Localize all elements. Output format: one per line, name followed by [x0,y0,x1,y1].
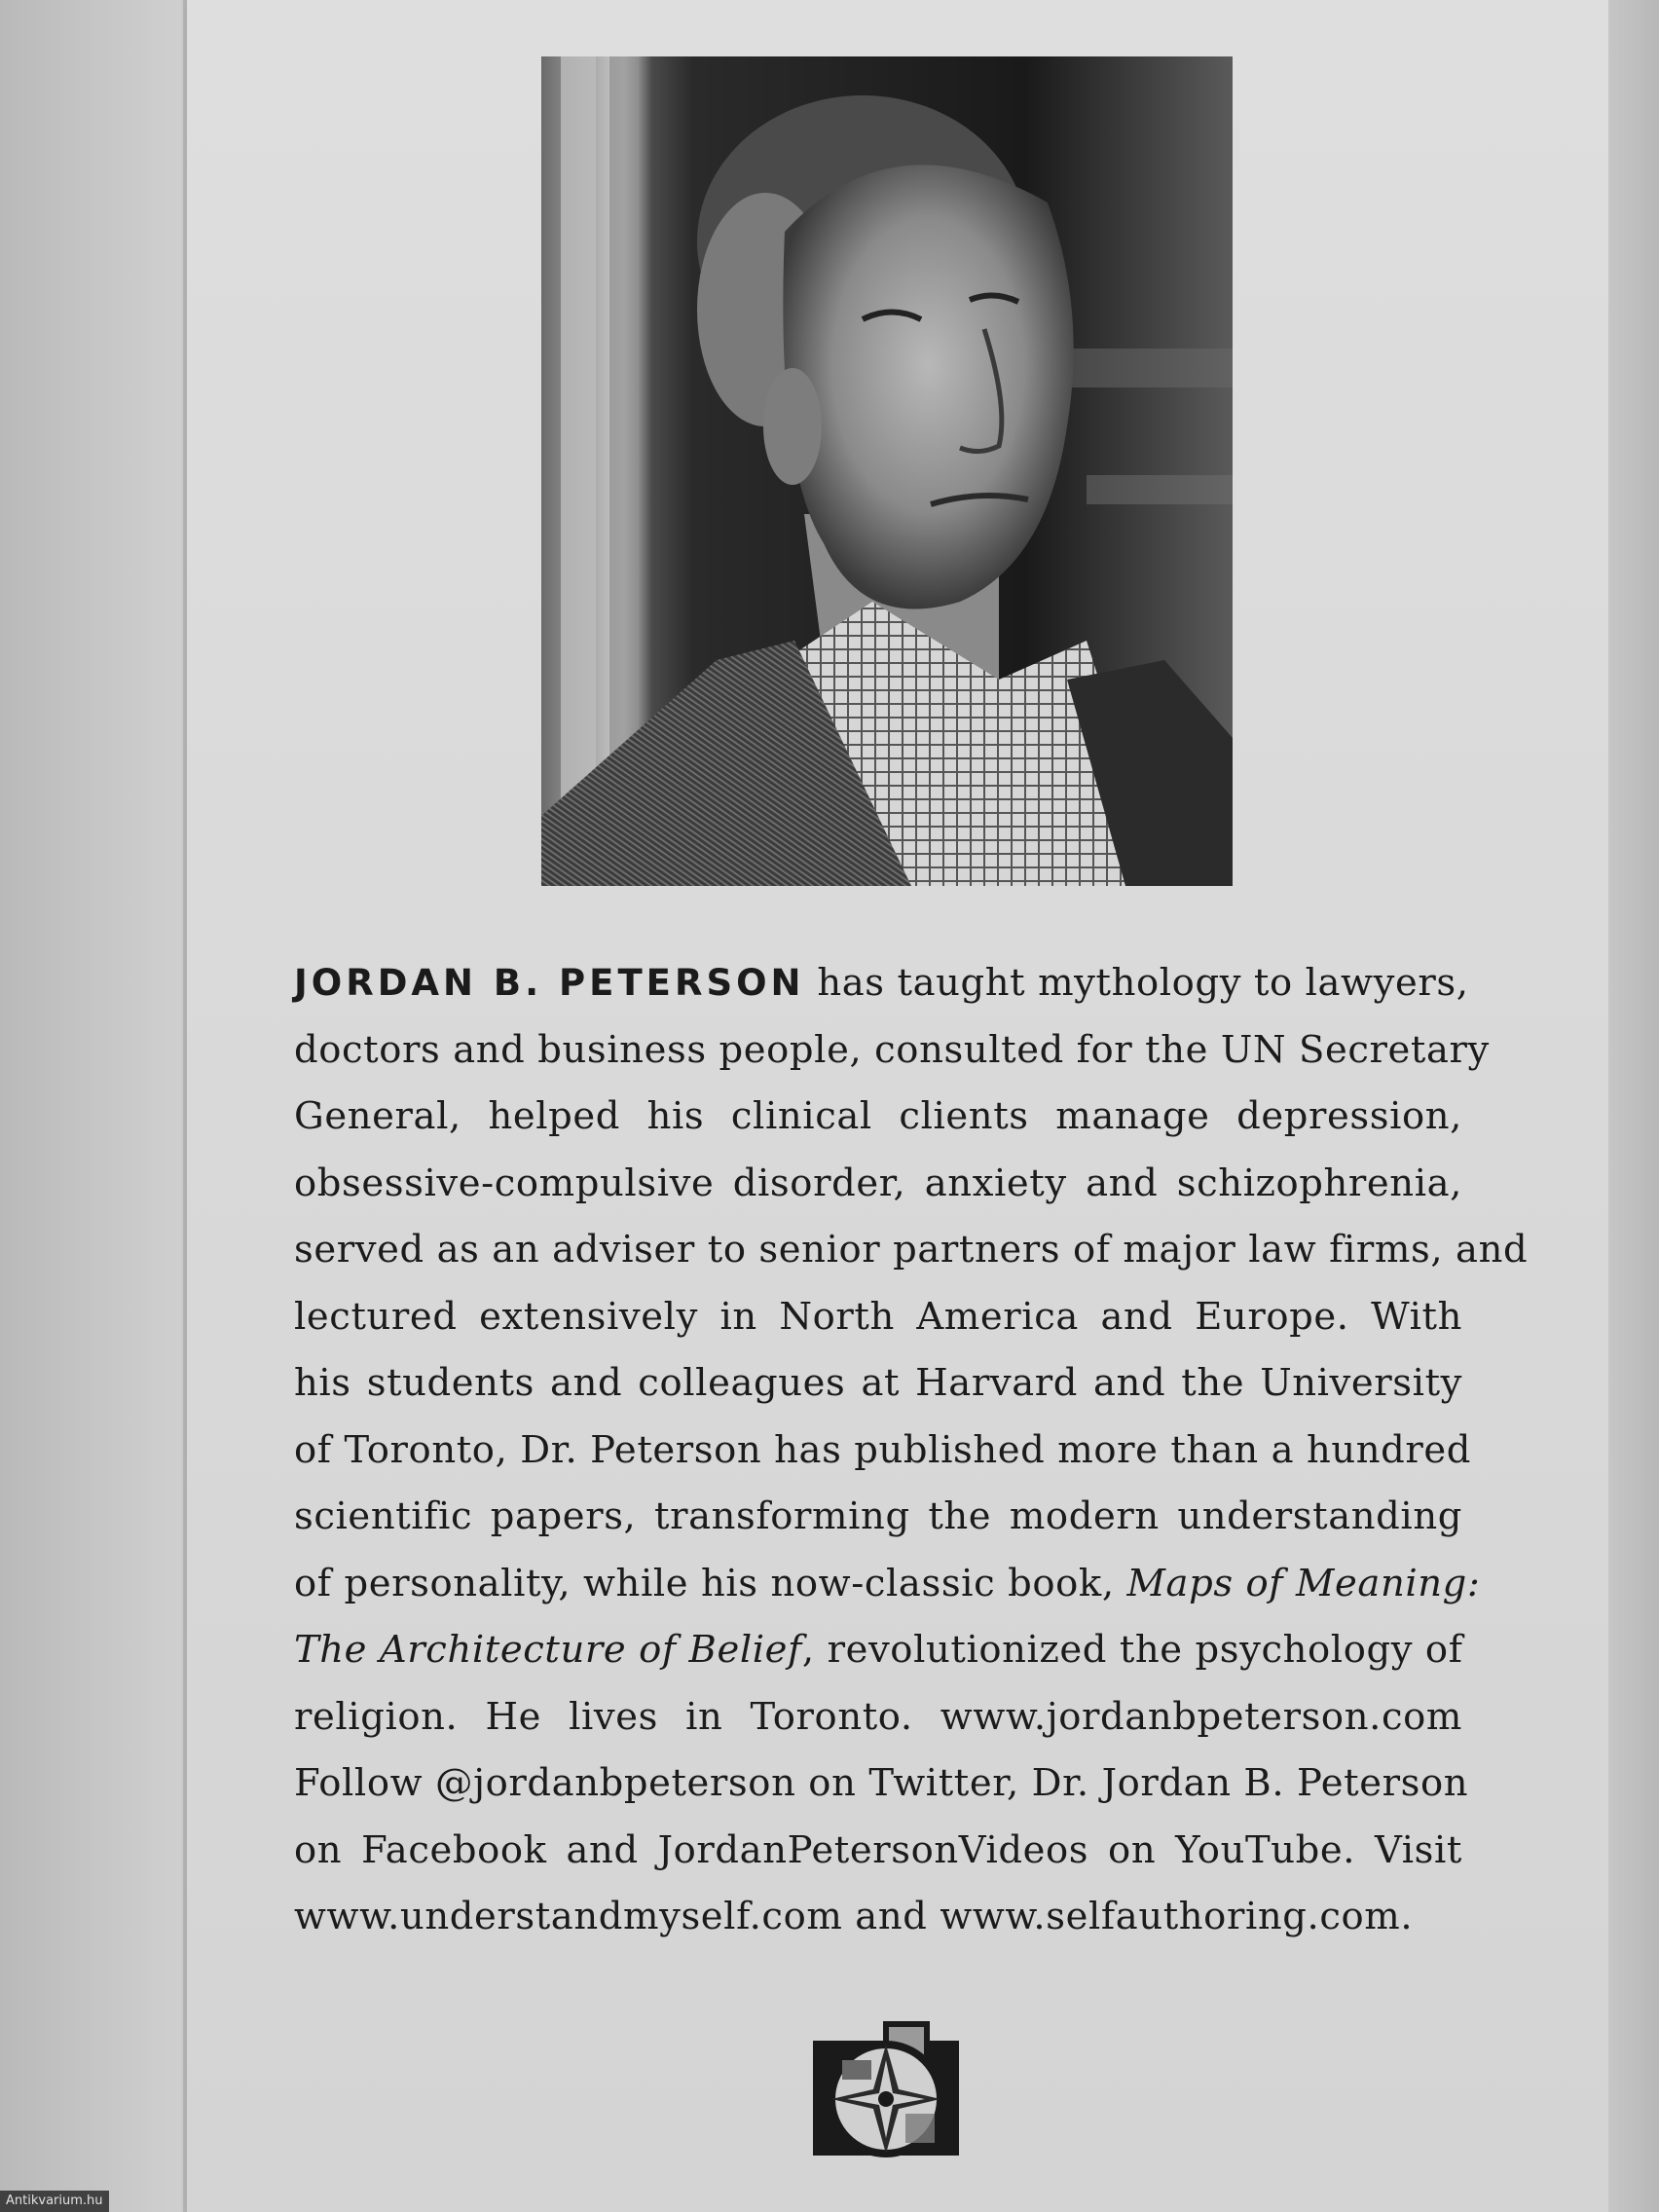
bio-line: doctors and business people, consulted for the UN Secretary [294,1027,1490,1072]
author-bio [294,950,1529,1951]
page-right-edge [1608,0,1659,2212]
bio-line [294,1617,1462,1684]
bio-line: lectured extensively in North America and Europe. With [294,1294,1462,1339]
bio-line: religion. He lives in Toronto. www.jordanbpeterson.com [294,1694,1462,1739]
watermark-label: Antikvarium.hu [0,2191,109,2212]
author-name: JORDAN B. PETERSON [294,962,805,1004]
author-portrait-icon [541,56,1233,886]
bio-line: General, helped his clinical clients manage depression, [294,1094,1462,1138]
bio-text: of personality, while his now-classic book, [294,1561,1127,1605]
bio-line: on Facebook and JordanPetersonVideos on YouTube. Visit [294,1827,1462,1872]
publisher-logo [813,2021,959,2167]
bio-text: has taught mythology to lawyers, [804,961,1469,1005]
bio-line: his students and colleagues at Harvard and the University [294,1361,1462,1405]
book-title: Maps of Meaning: [1126,1561,1481,1605]
bio-line: obsessive-compulsive disorder, anxiety and schizophrenia, [294,1161,1462,1205]
bio-line [294,1551,1481,1618]
author-portrait-photo [541,56,1233,886]
bio-line: www.understandmyself.com and www.selfauthoring.com. [294,1895,1414,1938]
book-subtitle: The Architecture of Belief [294,1628,802,1672]
bio-line: of Toronto, Dr. Peterson has published more than a hundred [294,1427,1472,1472]
bio-line: scientific papers, transforming the modern understanding [294,1494,1462,1538]
bio-line [294,950,1469,1017]
bio-text: , revolutionized the psychology of [801,1628,1463,1672]
bio-line: Follow @jordanbpeterson on Twitter, Dr. Jordan B. Peterson [294,1761,1469,1805]
bio-line: served as an adviser to senior partners of major law firms, and [294,1228,1529,1272]
publisher-logo-icon [813,2021,959,2167]
